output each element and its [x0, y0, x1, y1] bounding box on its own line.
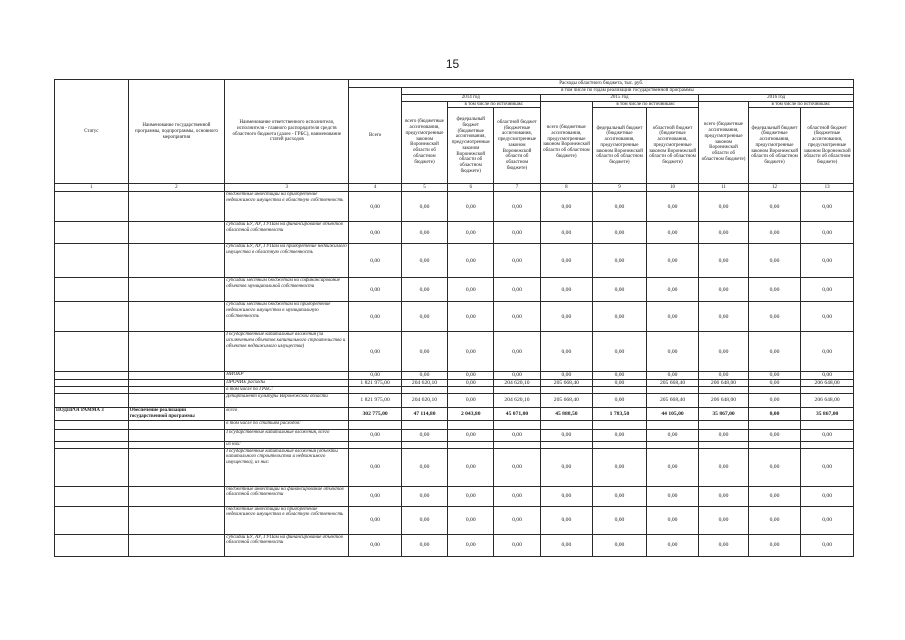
status-cell: [55, 222, 129, 244]
value-cell: 0,00: [801, 244, 854, 278]
value-cell: 0,00: [801, 222, 854, 244]
value-cell: 0,00: [448, 486, 494, 506]
table-row: [55, 420, 854, 429]
value-cell: 1 821 975,00: [349, 394, 402, 408]
executor-cell: субсидии местным бюджетам на приобретение недвижимого имущества в муниципальную собственность: [225, 302, 349, 332]
executor-cell: в том числе по статьям расходов:: [225, 420, 349, 429]
header-total: Всего: [349, 88, 402, 184]
table-row: [55, 506, 854, 534]
value-cell: 0,00: [349, 244, 402, 278]
page-number: 15: [445, 57, 460, 71]
value-cell: 0,00: [349, 302, 402, 332]
value-cell: 0,00: [748, 408, 801, 421]
value-cell: [349, 441, 402, 448]
value-cell: [540, 420, 593, 429]
value-cell: 206 648,00: [699, 379, 748, 386]
program-name-cell: [128, 244, 225, 278]
value-cell: 0,00: [646, 244, 699, 278]
value-cell: 0,00: [801, 448, 854, 486]
executor-cell: субсидии местным бюджетам на софинансирование объектов муниципальной собственности: [225, 278, 349, 302]
value-cell: 0,00: [448, 372, 494, 379]
value-cell: 0,00: [349, 448, 402, 486]
value-cell: 0,00: [593, 244, 647, 278]
status-cell: [55, 394, 129, 408]
program-name-cell: [128, 302, 225, 332]
value-cell: 0,00: [401, 486, 447, 506]
value-cell: [748, 387, 801, 394]
column-index-cell: 10: [646, 184, 699, 192]
value-cell: 0,00: [801, 278, 854, 302]
value-cell: 0,00: [448, 448, 494, 486]
value-cell: 0,00: [540, 244, 593, 278]
value-cell: 0,00: [748, 244, 801, 278]
value-cell: [646, 441, 699, 448]
header-2016-reg: областной бюджет (бюджетные ассигнования, предусмотренные законом Воронежской области об областном бюджете): [801, 108, 854, 184]
value-cell: 0,00: [593, 429, 647, 441]
value-cell: [540, 387, 593, 394]
column-index-cell: 13: [801, 184, 854, 192]
value-cell: [593, 420, 647, 429]
column-index-cell: 4: [349, 184, 402, 192]
status-cell: [55, 379, 129, 386]
value-cell: 0,00: [349, 506, 402, 534]
value-cell: 1 783,50: [593, 408, 647, 421]
column-index-cell: 12: [748, 184, 801, 192]
status-cell: [55, 372, 129, 379]
value-cell: 0,00: [593, 506, 647, 534]
value-cell: [801, 441, 854, 448]
status-cell: [55, 441, 129, 448]
value-cell: 0,00: [593, 222, 647, 244]
status-cell: ПОДПРОГРАММА 3: [55, 408, 129, 421]
value-cell: [593, 387, 647, 394]
value-cell: [593, 441, 647, 448]
value-cell: 2 043,80: [448, 408, 494, 421]
value-cell: 0,00: [748, 448, 801, 486]
value-cell: 0,00: [699, 429, 748, 441]
program-name-cell: [128, 222, 225, 244]
header-2014-fed: федеральный бюджет (бюджетные ассигнования, предусмотренные законом Воронежской области об областном бюджете): [448, 108, 494, 184]
value-cell: 0,00: [401, 506, 447, 534]
header-2015-fed: федеральный бюджет (бюджетные ассигнования, предусмотренные законом Воронежской области об областном бюджете): [593, 108, 647, 184]
value-cell: 0,00: [593, 192, 647, 222]
value-cell: 0,00: [494, 372, 540, 379]
value-cell: 204 620,10: [494, 379, 540, 386]
value-cell: 0,00: [349, 534, 402, 556]
value-cell: 0,00: [448, 244, 494, 278]
executor-cell: субсидии БУ, АУ, ГУПам на финансирование объектов областной собственности: [225, 534, 349, 556]
value-cell: 45 888,50: [540, 408, 593, 421]
header-status: Статус: [55, 80, 129, 184]
value-cell: 0,00: [801, 506, 854, 534]
value-cell: 0,00: [593, 486, 647, 506]
value-cell: 0,00: [540, 278, 593, 302]
executor-cell: Департамент культуры Воронежской области: [225, 394, 349, 408]
value-cell: 0,00: [646, 192, 699, 222]
value-cell: 0,00: [448, 379, 494, 386]
value-cell: 0,00: [401, 244, 447, 278]
value-cell: 0,00: [349, 222, 402, 244]
program-name-cell: [128, 486, 225, 506]
value-cell: 0,00: [646, 278, 699, 302]
executor-cell: всего: [225, 408, 349, 421]
column-index-cell: 6: [448, 184, 494, 192]
value-cell: 35 867,00: [699, 408, 748, 421]
value-cell: 0,00: [494, 429, 540, 441]
executor-cell: из них:: [225, 441, 349, 448]
value-cell: 206 648,00: [801, 379, 854, 386]
header-2014-sources: в том числе по источникам:: [448, 101, 541, 108]
value-cell: 205 668,40: [540, 394, 593, 408]
value-cell: [401, 441, 447, 448]
value-cell: 0,00: [494, 278, 540, 302]
value-cell: 0,00: [448, 429, 494, 441]
header-2016-fed: федеральный бюджет (бюджетные ассигнования, предусмотренные законом Воронежской области об областном бюджете): [748, 108, 801, 184]
value-cell: 0,00: [801, 429, 854, 441]
value-cell: 0,00: [540, 372, 593, 379]
table-row: [55, 244, 854, 278]
status-cell: [55, 278, 129, 302]
program-name-cell: [128, 448, 225, 486]
program-name-cell: [128, 192, 225, 222]
value-cell: 0,00: [448, 222, 494, 244]
program-name-cell: [128, 429, 225, 441]
value-cell: 0,00: [448, 506, 494, 534]
header-2014-all: всего (бюджетные ассигнования, предусмотренные законом Воронежской области об областном бюджете): [401, 101, 447, 184]
header-2016-all: всего (бюджетные ассигнования, предусмотренные законом Воронежской области об областном бюджете): [699, 101, 748, 184]
value-cell: [448, 387, 494, 394]
value-cell: 0,00: [448, 302, 494, 332]
value-cell: 0,00: [494, 506, 540, 534]
status-cell: [55, 486, 129, 506]
table-row: [55, 332, 854, 372]
value-cell: 0,00: [646, 506, 699, 534]
value-cell: 0,00: [748, 192, 801, 222]
value-cell: 0,00: [540, 429, 593, 441]
value-cell: 0,00: [448, 332, 494, 372]
value-cell: 0,00: [540, 534, 593, 556]
executor-cell: субсидии БУ, АУ, ГУПам на приобретение недвижимого имущества в областную собственность: [225, 244, 349, 278]
value-cell: 204 620,10: [401, 394, 447, 408]
value-cell: 0,00: [540, 192, 593, 222]
executor-cell: в том числе по ГРБС:: [225, 387, 349, 394]
column-index-cell: 9: [593, 184, 647, 192]
value-cell: 0,00: [699, 278, 748, 302]
value-cell: 0,00: [448, 278, 494, 302]
value-cell: 0,00: [593, 278, 647, 302]
value-cell: 0,00: [646, 448, 699, 486]
value-cell: [349, 420, 402, 429]
status-cell: [55, 534, 129, 556]
value-cell: 0,00: [401, 302, 447, 332]
value-cell: 205 668,40: [540, 379, 593, 386]
value-cell: 0,00: [646, 222, 699, 244]
value-cell: 0,00: [593, 448, 647, 486]
executor-cell: бюджетные инвестиции на финансирование объектов областной собственности: [225, 486, 349, 506]
value-cell: 0,00: [349, 192, 402, 222]
header-year-2014: 2014 год: [401, 94, 540, 101]
value-cell: [494, 387, 540, 394]
value-cell: 204 620,10: [401, 379, 447, 386]
value-cell: 0,00: [748, 506, 801, 534]
table-row: [55, 372, 854, 379]
value-cell: 45 071,00: [494, 408, 540, 421]
program-name-cell: [128, 372, 225, 379]
column-index-cell: 3: [225, 184, 349, 192]
program-name-cell: [128, 332, 225, 372]
value-cell: 0,00: [646, 302, 699, 332]
value-cell: 1 821 975,00: [349, 379, 402, 386]
value-cell: 0,00: [748, 379, 801, 386]
executor-cell: Государственные капитальные вложения (объекты капитального строительства и недвижимого имущества), из них:: [225, 448, 349, 486]
value-cell: 0,00: [593, 394, 647, 408]
value-cell: 0,00: [401, 429, 447, 441]
value-cell: [349, 387, 402, 394]
header-2015-sources: в том числе по источникам:: [593, 101, 699, 108]
header-top: Расходы областного бюджета, тыс. руб.: [349, 80, 854, 88]
value-cell: [494, 420, 540, 429]
value-cell: [540, 441, 593, 448]
value-cell: 0,00: [448, 192, 494, 222]
value-cell: 205 668,40: [646, 394, 699, 408]
value-cell: 0,00: [699, 448, 748, 486]
table-row: [55, 222, 854, 244]
value-cell: 0,00: [349, 372, 402, 379]
value-cell: 0,00: [748, 302, 801, 332]
header-2016-sources: в том числе по источникам:: [748, 101, 853, 108]
status-cell: [55, 192, 129, 222]
value-cell: 0,00: [448, 534, 494, 556]
table-row: [55, 448, 854, 486]
value-cell: 206 648,00: [801, 394, 854, 408]
value-cell: 0,00: [494, 192, 540, 222]
value-cell: [748, 420, 801, 429]
value-cell: 0,00: [494, 534, 540, 556]
value-cell: 0,00: [494, 332, 540, 372]
value-cell: 0,00: [748, 278, 801, 302]
value-cell: 0,00: [540, 506, 593, 534]
table-row: [55, 394, 854, 408]
program-name-cell: [128, 387, 225, 394]
table-row: [55, 486, 854, 506]
column-index-cell: 11: [699, 184, 748, 192]
value-cell: [401, 420, 447, 429]
value-cell: [699, 387, 748, 394]
value-cell: 44 105,00: [646, 408, 699, 421]
status-cell: [55, 448, 129, 486]
table-row: [55, 302, 854, 332]
value-cell: 0,00: [349, 278, 402, 302]
value-cell: 0,00: [801, 486, 854, 506]
value-cell: 0,00: [401, 192, 447, 222]
header-name: Наименование государственной программы, подпрограммы, основного мероприятия: [128, 80, 225, 184]
status-cell: [55, 387, 129, 394]
status-cell: [55, 302, 129, 332]
value-cell: 0,00: [349, 486, 402, 506]
column-index-cell: 8: [540, 184, 593, 192]
table-row: [55, 534, 854, 556]
value-cell: 0,00: [699, 534, 748, 556]
table-row: [55, 192, 854, 222]
value-cell: 0,00: [699, 192, 748, 222]
executor-cell: ПРОЧИЕ расходы: [225, 379, 349, 386]
value-cell: 0,00: [593, 302, 647, 332]
column-index-cell: 7: [494, 184, 540, 192]
value-cell: 0,00: [748, 372, 801, 379]
header-2015-reg: областной бюджет (бюджетные ассигнования, предусмотренные законом Воронежской области об областном бюджете): [646, 108, 699, 184]
header-by-years: в том числе по годам реализации государственной программы: [401, 88, 853, 95]
value-cell: 0,00: [494, 222, 540, 244]
value-cell: 0,00: [699, 222, 748, 244]
value-cell: 0,00: [540, 302, 593, 332]
value-cell: 0,00: [699, 372, 748, 379]
value-cell: [748, 441, 801, 448]
value-cell: 0,00: [448, 394, 494, 408]
executor-cell: бюджетные инвестиции на приобретение недвижимого имущества в областную собственность: [225, 192, 349, 222]
table-row: [55, 379, 854, 386]
value-cell: 0,00: [494, 486, 540, 506]
program-name-cell: [128, 506, 225, 534]
value-cell: [699, 420, 748, 429]
header-executor: Наименование ответственного исполнителя, исполнителя - главного распорядителя средств областного бюджета (далее - ГРБС), наименование статей расходов: [225, 80, 349, 184]
executor-cell: бюджетные инвестиции на приобретение недвижимого имущества в областную собственность: [225, 506, 349, 534]
value-cell: 0,00: [748, 332, 801, 372]
value-cell: [801, 387, 854, 394]
executor-cell: НИОКР: [225, 372, 349, 379]
executor-cell: субсидии БУ, АУ, ГУПам на финансирование объектов областной собственности: [225, 222, 349, 244]
value-cell: [448, 441, 494, 448]
table-row: [55, 278, 854, 302]
value-cell: 0,00: [401, 222, 447, 244]
value-cell: 0,00: [748, 534, 801, 556]
value-cell: 0,00: [646, 372, 699, 379]
value-cell: 302 775,00: [349, 408, 402, 421]
value-cell: 0,00: [401, 278, 447, 302]
table-row: [55, 387, 854, 394]
value-cell: 0,00: [401, 372, 447, 379]
program-name-cell: [128, 278, 225, 302]
status-cell: [55, 332, 129, 372]
value-cell: 0,00: [699, 332, 748, 372]
value-cell: 0,00: [540, 486, 593, 506]
program-name-cell: [128, 534, 225, 556]
program-name-cell: [128, 441, 225, 448]
value-cell: 0,00: [593, 332, 647, 372]
column-index-row: [55, 184, 854, 192]
program-name-cell: [128, 394, 225, 408]
table-row: [55, 408, 854, 421]
status-cell: [55, 506, 129, 534]
value-cell: 0,00: [801, 372, 854, 379]
value-cell: 0,00: [401, 534, 447, 556]
value-cell: 206 648,00: [699, 394, 748, 408]
value-cell: [401, 387, 447, 394]
value-cell: 0,00: [646, 332, 699, 372]
value-cell: 0,00: [646, 534, 699, 556]
header-year-2015: 2015 год: [540, 94, 699, 101]
column-index-cell: 1: [55, 184, 129, 192]
header-2014-reg: областной бюджет (бюджетные ассигнования, предусмотренные законом Воронежской области об областном бюджете): [494, 108, 540, 184]
value-cell: 0,00: [748, 394, 801, 408]
value-cell: [646, 420, 699, 429]
program-name-cell: Обеспечение реализации государственной программы: [128, 408, 225, 421]
program-name-cell: [128, 379, 225, 386]
value-cell: 0,00: [494, 244, 540, 278]
value-cell: 35 867,00: [801, 408, 854, 421]
value-cell: 0,00: [801, 332, 854, 372]
value-cell: 0,00: [349, 332, 402, 372]
value-cell: 0,00: [699, 486, 748, 506]
value-cell: 0,00: [401, 332, 447, 372]
executor-cell: Государственные капитальные вложения, всего: [225, 429, 349, 441]
value-cell: 0,00: [540, 332, 593, 372]
status-cell: [55, 429, 129, 441]
value-cell: 0,00: [801, 534, 854, 556]
value-cell: 0,00: [699, 302, 748, 332]
value-cell: 0,00: [646, 486, 699, 506]
program-name-cell: [128, 420, 225, 429]
value-cell: 205 668,40: [646, 379, 699, 386]
value-cell: 0,00: [748, 429, 801, 441]
value-cell: 0,00: [748, 486, 801, 506]
value-cell: 0,00: [748, 222, 801, 244]
header-2015-all: всего (бюджетные ассигнования, предусмотренные законом Воронежской области об областном бюджете): [540, 101, 593, 184]
value-cell: 0,00: [593, 372, 647, 379]
value-cell: 0,00: [801, 192, 854, 222]
value-cell: 0,00: [646, 429, 699, 441]
value-cell: 204 620,10: [494, 394, 540, 408]
value-cell: [646, 387, 699, 394]
executor-cell: Государственные капитальные вложения (за исключением объектов капитального строительства и объектов недвижимого имущества): [225, 332, 349, 372]
table-row: [55, 441, 854, 448]
value-cell: 0,00: [801, 302, 854, 332]
value-cell: 0,00: [401, 448, 447, 486]
column-index-cell: 5: [401, 184, 447, 192]
budget-table: [54, 79, 854, 557]
value-cell: [801, 420, 854, 429]
value-cell: 0,00: [593, 379, 647, 386]
value-cell: 0,00: [699, 244, 748, 278]
value-cell: 0,00: [593, 534, 647, 556]
status-cell: [55, 420, 129, 429]
column-index-cell: 2: [128, 184, 225, 192]
value-cell: 0,00: [349, 429, 402, 441]
table-row: [55, 429, 854, 441]
value-cell: 0,00: [699, 506, 748, 534]
header-year-2016: 2016 год: [699, 94, 854, 101]
value-cell: 47 114,80: [401, 408, 447, 421]
value-cell: [699, 441, 748, 448]
value-cell: 0,00: [494, 302, 540, 332]
value-cell: 0,00: [494, 448, 540, 486]
value-cell: [494, 441, 540, 448]
status-cell: [55, 244, 129, 278]
value-cell: 0,00: [540, 448, 593, 486]
value-cell: 0,00: [540, 222, 593, 244]
value-cell: [448, 420, 494, 429]
